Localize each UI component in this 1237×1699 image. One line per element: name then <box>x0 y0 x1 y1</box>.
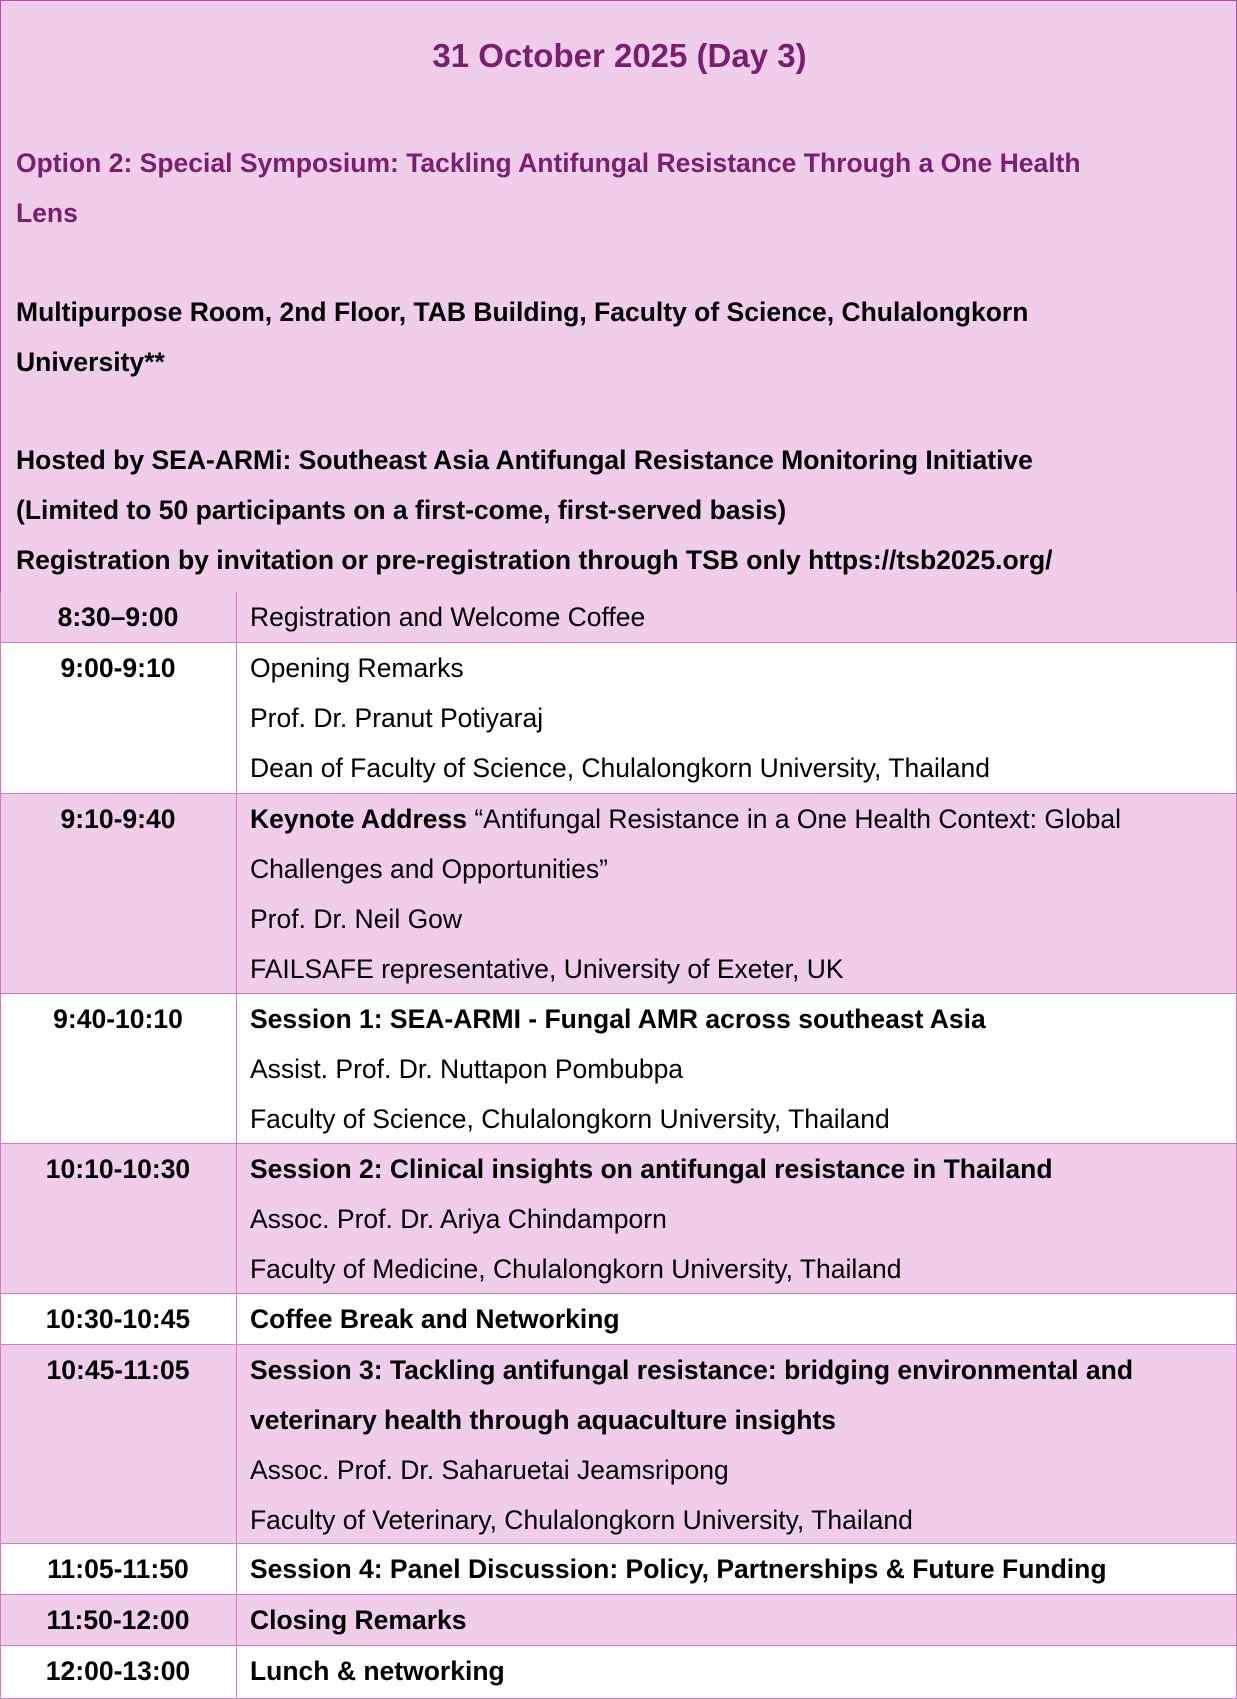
schedule-row <box>0 1294 1237 1345</box>
speaker-affiliation: Faculty of Veterinary, Chulalongkorn University, Thailand <box>250 1505 913 1535</box>
time-slot: 12:00-13:00 <box>45 1656 191 1686</box>
time-slot: 9:40-10:10 <box>53 1004 183 1034</box>
time-slot: 9:00-9:10 <box>60 653 176 683</box>
session-line: Registration and Welcome Coffee <box>250 602 646 632</box>
speaker-name: Prof. Dr. Pranut Potiyaraj <box>250 703 544 733</box>
speaker-name: Assoc. Prof. Dr. Ariya Chindamporn <box>250 1204 667 1234</box>
session-title-cont: veterinary health through aquaculture insights <box>250 1405 837 1435</box>
time-slot: 9:10-9:40 <box>60 804 176 834</box>
time-slot: 11:05-11:50 <box>47 1554 189 1584</box>
symposium-title-line-2: Lens <box>16 198 78 228</box>
schedule-row <box>0 1144 1237 1294</box>
speaker-name: Assist. Prof. Dr. Nuttapon Pombubpa <box>250 1054 684 1084</box>
schedule-row <box>0 794 1237 994</box>
session-details <box>250 1595 1220 1645</box>
time-slot: 10:30-10:45 <box>45 1304 191 1334</box>
session-title: Session 3: Tackling antifungal resistance: bridging environmental and <box>250 1355 1134 1385</box>
symposium-title-line-1: Option 2: Special Symposium: Tackling Antifungal Resistance Through a One Health <box>16 148 1081 178</box>
keynote-title: “Antifungal Resistance in a One Health Context: Global <box>466 804 1121 834</box>
schedule-row <box>0 643 1237 794</box>
session-details <box>250 794 1220 994</box>
schedule-row <box>0 1544 1237 1595</box>
column-divider <box>236 592 237 1699</box>
participant-limit-line: (Limited to 50 participants on a first-come, first-served basis) <box>16 495 787 525</box>
speaker-affiliation: FAILSAFE representative, University of Exeter, UK <box>250 954 844 984</box>
session-details <box>250 994 1220 1144</box>
keynote-title-cont: Challenges and Opportunities” <box>250 854 608 884</box>
venue-line-1: Multipurpose Room, 2nd Floor, TAB Building, Faculty of Science, Chulalongkorn <box>16 297 1029 327</box>
registration-line: Registration by invitation or pre-registration through TSB only https://tsb2025.org/ <box>16 545 1053 575</box>
speaker-affiliation: Dean of Faculty of Science, Chulalongkorn University, Thailand <box>250 753 990 783</box>
time-slot: 8:30–9:00 <box>57 602 179 632</box>
keynote-label: Keynote Address <box>250 804 467 834</box>
schedule-row <box>0 1345 1237 1544</box>
schedule-row <box>0 592 1237 643</box>
session-details <box>250 1544 1220 1594</box>
host-line: Hosted by SEA-ARMi: Southeast Asia Antifungal Resistance Monitoring Initiative <box>16 445 1033 475</box>
session-details <box>250 592 1220 642</box>
session-title: Coffee Break and Networking <box>250 1304 620 1334</box>
session-title: Lunch & networking <box>250 1656 505 1686</box>
schedule-row <box>0 1646 1237 1699</box>
table-left-border <box>0 592 1 1699</box>
agenda-header <box>0 0 1237 594</box>
schedule-row <box>0 994 1237 1144</box>
speaker-name: Prof. Dr. Neil Gow <box>250 904 463 934</box>
time-slot: 11:50-12:00 <box>46 1605 190 1635</box>
speaker-affiliation: Faculty of Science, Chulalongkorn University, Thailand <box>250 1104 890 1134</box>
page-title: 31 October 2025 (Day 3) <box>432 37 807 74</box>
session-title: Closing Remarks <box>250 1605 467 1635</box>
speaker-affiliation: Faculty of Medicine, Chulalongkorn University, Thailand <box>250 1254 902 1284</box>
schedule-row <box>0 1595 1237 1646</box>
session-title: Session 2: Clinical insights on antifungal resistance in Thailand <box>250 1154 1053 1184</box>
session-details <box>250 1144 1220 1294</box>
session-details <box>250 1345 1220 1545</box>
session-details <box>250 1294 1220 1344</box>
time-slot: 10:10-10:30 <box>45 1154 191 1184</box>
session-title: Opening Remarks <box>250 653 464 683</box>
keynote-title-line <box>250 794 1220 844</box>
session-details <box>250 643 1220 793</box>
session-title: Session 4: Panel Discussion: Policy, Partnerships & Future Funding <box>250 1554 1107 1584</box>
session-details <box>250 1646 1220 1696</box>
session-title: Session 1: SEA-ARMI - Fungal AMR across southeast Asia <box>250 1004 986 1034</box>
speaker-name: Assoc. Prof. Dr. Saharuetai Jeamsripong <box>250 1455 729 1485</box>
venue-line-2: University** <box>16 347 165 377</box>
time-slot: 10:45-11:05 <box>46 1355 190 1385</box>
